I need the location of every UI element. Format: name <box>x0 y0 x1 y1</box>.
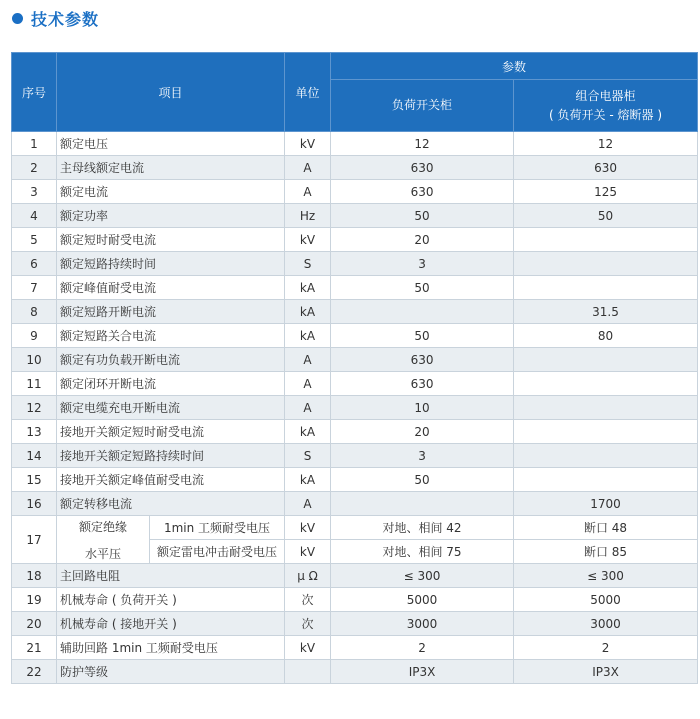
header-item: 项目 <box>57 53 285 132</box>
row-combined-value <box>514 372 698 396</box>
table-row <box>12 372 698 396</box>
row-number: 9 <box>12 324 57 348</box>
row-combined-value: IP3X <box>514 660 698 684</box>
row-combined-value: 50 <box>514 204 698 228</box>
row-item: 机械寿命 ( 接地开关 ) <box>57 612 285 636</box>
table-row <box>12 204 698 228</box>
row-combined-value: 1700 <box>514 492 698 516</box>
row-number: 19 <box>12 588 57 612</box>
row-combined-value <box>514 252 698 276</box>
row-number: 14 <box>12 444 57 468</box>
header-combined-line1: 组合电器柜 <box>575 88 636 103</box>
row-number: 12 <box>12 396 57 420</box>
row-unit: A <box>285 156 331 180</box>
row-combined-value: 2 <box>514 636 698 660</box>
row-number: 15 <box>12 468 57 492</box>
row-group-label-line1: 额定绝缘 <box>78 519 127 534</box>
row-unit: 次 <box>285 588 331 612</box>
row-number: 17 <box>12 516 57 564</box>
header-params: 参数 <box>331 53 698 80</box>
row-load-switch-value: 5000 <box>331 588 514 612</box>
row-item: 额定短路关合电流 <box>57 324 285 348</box>
row-combined-value <box>514 276 698 300</box>
row-unit: S <box>285 252 331 276</box>
row-unit: A <box>285 372 331 396</box>
technical-parameters-table <box>11 52 698 684</box>
section-heading <box>12 8 99 28</box>
header-combined-cabinet <box>514 80 698 132</box>
row-load-switch-value: 20 <box>331 228 514 252</box>
row-unit: kV <box>285 636 331 660</box>
row-load-switch-value: 3 <box>331 252 514 276</box>
row-combined-value <box>514 348 698 372</box>
row-load-switch-value: 10 <box>331 396 514 420</box>
row-unit: kA <box>285 324 331 348</box>
row-unit: 次 <box>285 612 331 636</box>
row-number: 20 <box>12 612 57 636</box>
row-load-switch-value: 50 <box>331 204 514 228</box>
row-load-switch-value: 3000 <box>331 612 514 636</box>
row-number: 13 <box>12 420 57 444</box>
table-row <box>12 300 698 324</box>
table-row <box>12 132 698 156</box>
row-item: 额定转移电流 <box>57 492 285 516</box>
row-group-label <box>57 516 150 564</box>
row-unit: S <box>285 444 331 468</box>
row-load-switch-value <box>331 300 514 324</box>
row-combined-value <box>514 468 698 492</box>
row-number: 4 <box>12 204 57 228</box>
row-load-switch-value: 630 <box>331 372 514 396</box>
table-row <box>12 396 698 420</box>
header-unit: 单位 <box>285 53 331 132</box>
row-combined-value <box>514 228 698 252</box>
row-combined-value <box>514 420 698 444</box>
table-row <box>12 420 698 444</box>
row-unit: Hz <box>285 204 331 228</box>
row-combined-value: 630 <box>514 156 698 180</box>
header-seq: 序号 <box>12 53 57 132</box>
row-item: 接地开关额定短路持续时间 <box>57 444 285 468</box>
table-row <box>12 468 698 492</box>
row-combined-value <box>514 444 698 468</box>
row-unit: kA <box>285 300 331 324</box>
row-item: 额定电缆充电开断电流 <box>57 396 285 420</box>
row-sub-item: 1min 工频耐受电压 <box>150 516 285 540</box>
row-unit: kV <box>285 516 331 540</box>
row-unit: A <box>285 180 331 204</box>
table-row <box>12 492 698 516</box>
table-row <box>12 660 698 684</box>
row-item: 额定电流 <box>57 180 285 204</box>
row-item: 接地开关额定短时耐受电流 <box>57 420 285 444</box>
row-unit: μ Ω <box>285 564 331 588</box>
row-item: 额定闭环开断电流 <box>57 372 285 396</box>
row-load-switch-value: 20 <box>331 420 514 444</box>
row-unit: A <box>285 348 331 372</box>
row-load-switch-value: IP3X <box>331 660 514 684</box>
row-item: 额定电压 <box>57 132 285 156</box>
row-load-switch-value: 50 <box>331 276 514 300</box>
table-row <box>12 348 698 372</box>
table-row <box>12 156 698 180</box>
row-load-switch-value: 630 <box>331 348 514 372</box>
row-combined-value: 12 <box>514 132 698 156</box>
row-item: 主母线额定电流 <box>57 156 285 180</box>
row-unit: kA <box>285 420 331 444</box>
row-group-label-line2: 水平压 <box>84 546 121 561</box>
row-load-switch-value: 对地、相间 42 <box>331 516 514 540</box>
header-load-switch-cabinet: 负荷开关柜 <box>331 80 514 132</box>
row-unit: kA <box>285 276 331 300</box>
row-item: 主回路电阻 <box>57 564 285 588</box>
row-number: 5 <box>12 228 57 252</box>
row-combined-value: 80 <box>514 324 698 348</box>
row-number: 3 <box>12 180 57 204</box>
row-item: 额定功率 <box>57 204 285 228</box>
row-number: 7 <box>12 276 57 300</box>
row-load-switch-value: 3 <box>331 444 514 468</box>
row-load-switch-value: 对地、相间 75 <box>331 540 514 564</box>
row-load-switch-value: 630 <box>331 180 514 204</box>
row-unit: kV <box>285 228 331 252</box>
table-row <box>12 636 698 660</box>
row-combined-value: 3000 <box>514 612 698 636</box>
row-item: 接地开关额定峰值耐受电流 <box>57 468 285 492</box>
row-item: 额定有功负载开断电流 <box>57 348 285 372</box>
table-row <box>12 444 698 468</box>
row-load-switch-value: ≤ 300 <box>331 564 514 588</box>
row-number: 6 <box>12 252 57 276</box>
table-row <box>12 228 698 252</box>
row-load-switch-value <box>331 492 514 516</box>
row-number: 2 <box>12 156 57 180</box>
table-row <box>12 276 698 300</box>
table-row <box>12 252 698 276</box>
row-load-switch-value: 630 <box>331 156 514 180</box>
row-unit: A <box>285 492 331 516</box>
row-unit: kV <box>285 132 331 156</box>
row-unit <box>285 660 331 684</box>
row-number: 10 <box>12 348 57 372</box>
header-combined-line2: ( 负荷开关 - 熔断器 ) <box>549 107 662 122</box>
table-row <box>12 564 698 588</box>
row-load-switch-value: 50 <box>331 468 514 492</box>
row-combined-value <box>514 396 698 420</box>
table-row <box>12 588 698 612</box>
row-unit: kV <box>285 540 331 564</box>
row-number: 21 <box>12 636 57 660</box>
row-item: 额定短路开断电流 <box>57 300 285 324</box>
row-combined-value: 断口 48 <box>514 516 698 540</box>
row-item: 额定峰值耐受电流 <box>57 276 285 300</box>
row-combined-value: ≤ 300 <box>514 564 698 588</box>
table-row <box>12 180 698 204</box>
row-load-switch-value: 12 <box>331 132 514 156</box>
section-title: 技术参数 <box>31 9 100 29</box>
row-item: 机械寿命 ( 负荷开关 ) <box>57 588 285 612</box>
row-sub-item: 额定雷电冲击耐受电压 <box>150 540 285 564</box>
row-number: 16 <box>12 492 57 516</box>
row-combined-value: 31.5 <box>514 300 698 324</box>
row-combined-value: 断口 85 <box>514 540 698 564</box>
table-row <box>12 612 698 636</box>
row-number: 11 <box>12 372 57 396</box>
row-item: 防护等级 <box>57 660 285 684</box>
row-item: 辅助回路 1min 工频耐受电压 <box>57 636 285 660</box>
row-load-switch-value: 2 <box>331 636 514 660</box>
row-unit: kA <box>285 468 331 492</box>
row-number: 18 <box>12 564 57 588</box>
table-row <box>12 516 698 540</box>
row-combined-value: 5000 <box>514 588 698 612</box>
row-unit: A <box>285 396 331 420</box>
row-number: 8 <box>12 300 57 324</box>
row-load-switch-value: 50 <box>331 324 514 348</box>
row-number: 1 <box>12 132 57 156</box>
bullet-dot-icon <box>12 13 23 24</box>
row-combined-value: 125 <box>514 180 698 204</box>
table-row <box>12 324 698 348</box>
row-item: 额定短路持续时间 <box>57 252 285 276</box>
row-number: 22 <box>12 660 57 684</box>
row-item: 额定短时耐受电流 <box>57 228 285 252</box>
